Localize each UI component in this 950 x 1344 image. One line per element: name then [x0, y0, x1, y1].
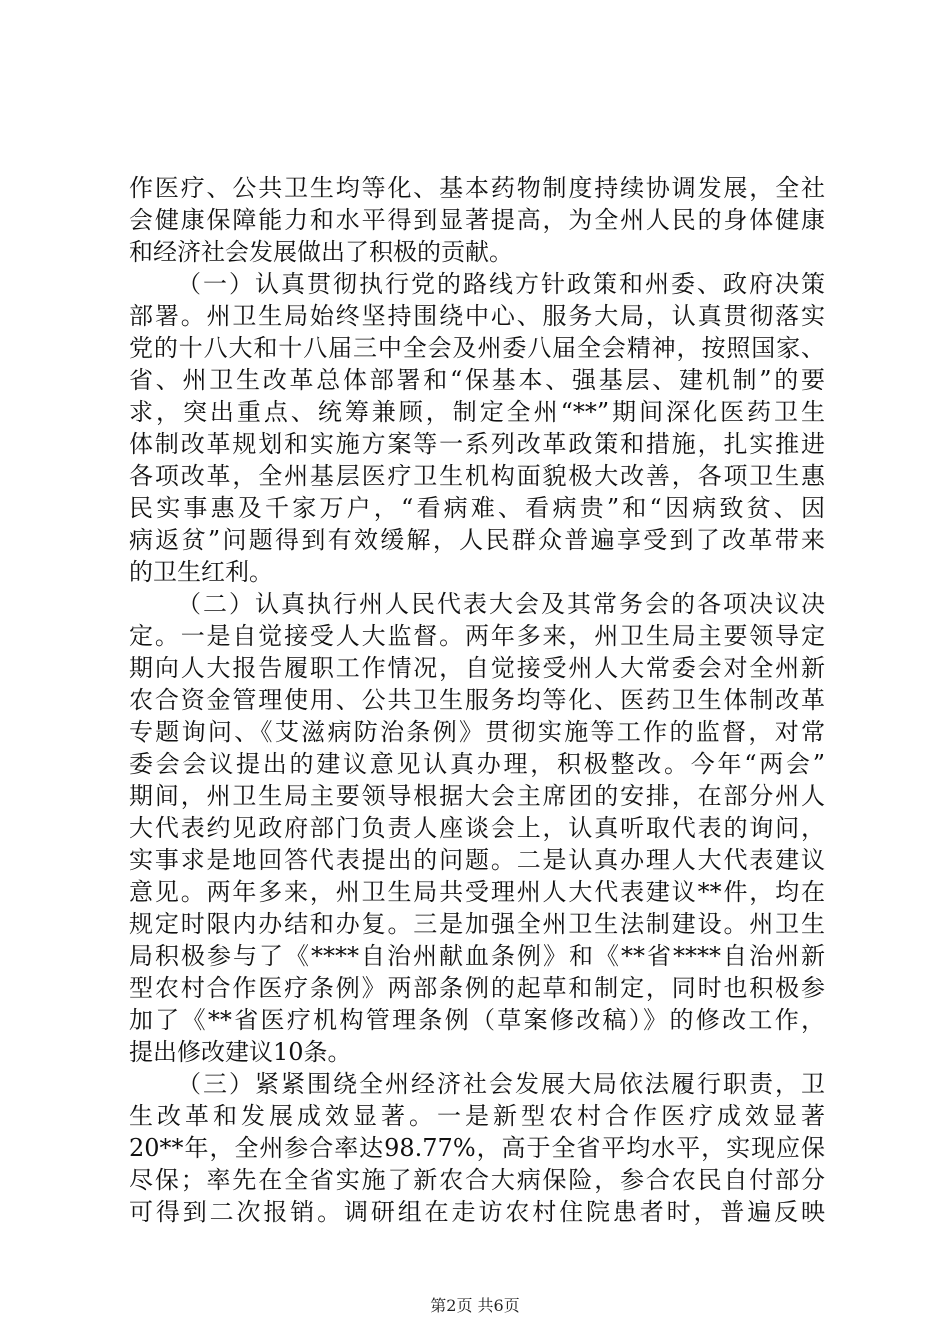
text-line: 可得到二次报销。调研组在走访农村住院患者时，普遍反映 — [129, 1198, 825, 1226]
page-number-footer: 第2页 共6页 — [430, 1296, 520, 1315]
text-line: 党的十八大和十八届三中全会及州委八届全会精神，按照国家、 — [129, 334, 825, 362]
text-line: 意见。两年多来，州卫生局共受理州人大代表建议**件，均在 — [129, 878, 825, 906]
paragraph-heading-line: （三）紧紧围绕全州经济社会发展大局依法履行职责，卫 — [177, 1070, 825, 1098]
text-line: 作医疗、公共卫生均等化、基本药物制度持续协调发展，全社 — [129, 174, 825, 202]
text-line: 20**年，全州参合率达98.77%，高于全省平均水平，实现应保 — [129, 1134, 825, 1162]
text-line: 和经济社会发展做出了积极的贡献。 — [129, 238, 513, 266]
text-line: 实事求是地回答代表提出的问题。二是认真办理人大代表建议 — [129, 846, 825, 874]
text-line: 民实事惠及千家万户，“看病难、看病贵”和“因病致贫、因 — [129, 494, 825, 522]
text-line: 体制改革规划和实施方案等一系列改革政策和措施，扎实推进 — [129, 430, 825, 458]
text-line: 的卫生红利。 — [129, 558, 273, 586]
text-line: 尽保；率先在全省实施了新农合大病保险，参合农民自付部分 — [129, 1166, 825, 1194]
text-line: 大代表约见政府部门负责人座谈会上，认真听取代表的询问， — [129, 814, 825, 842]
text-line: 期向人大报告履职工作情况，自觉接受州人大常委会对全州新 — [129, 654, 825, 682]
text-line: 加了《**省医疗机构管理条例（草案修改稿）》的修改工作， — [129, 1006, 825, 1034]
text-line: 定。一是自觉接受人大监督。两年多来，州卫生局主要领导定 — [129, 622, 825, 650]
text-line: 提出修改建议10条。 — [129, 1038, 352, 1066]
text-line: 委会会议提出的建议意见认真办理，积极整改。今年“两会” — [129, 750, 825, 778]
text-line: 生改革和发展成效显著。一是新型农村合作医疗成效显著 — [129, 1102, 825, 1130]
text-line: 期间，州卫生局主要领导根据大会主席团的安排，在部分州人 — [129, 782, 825, 810]
text-line: 省、州卫生改革总体部署和“保基本、强基层、建机制”的要 — [129, 366, 825, 394]
text-line: 专题询问、《艾滋病防治条例》贯彻实施等工作的监督，对常 — [129, 718, 825, 746]
text-line: 规定时限内办结和办复。三是加强全州卫生法制建设。州卫生 — [129, 910, 825, 938]
paragraph-heading-line: （二）认真执行州人民代表大会及其常务会的各项决议决 — [177, 590, 825, 618]
text-line: 会健康保障能力和水平得到显著提高，为全州人民的身体健康 — [129, 206, 825, 234]
paragraph-heading-line: （一）认真贯彻执行党的路线方针政策和州委、政府决策 — [177, 270, 825, 298]
document-body — [129, 172, 825, 1228]
text-line: 农合资金管理使用、公共卫生服务均等化、医药卫生体制改革 — [129, 686, 825, 714]
text-line: 病返贫”问题得到有效缓解，人民群众普遍享受到了改革带来 — [129, 526, 825, 554]
text-line: 各项改革，全州基层医疗卫生机构面貌极大改善，各项卫生惠 — [129, 462, 825, 490]
text-line: 部署。州卫生局始终坚持围绕中心、服务大局，认真贯彻落实 — [129, 302, 825, 330]
text-line: 求，突出重点、统筹兼顾，制定全州“**”期间深化医药卫生 — [129, 398, 825, 426]
text-line: 型农村合作医疗条例》两部条例的起草和制定，同时也积极参 — [129, 974, 825, 1002]
text-line: 局积极参与了《****自治州献血条例》和《**省****自治州新 — [129, 942, 825, 970]
